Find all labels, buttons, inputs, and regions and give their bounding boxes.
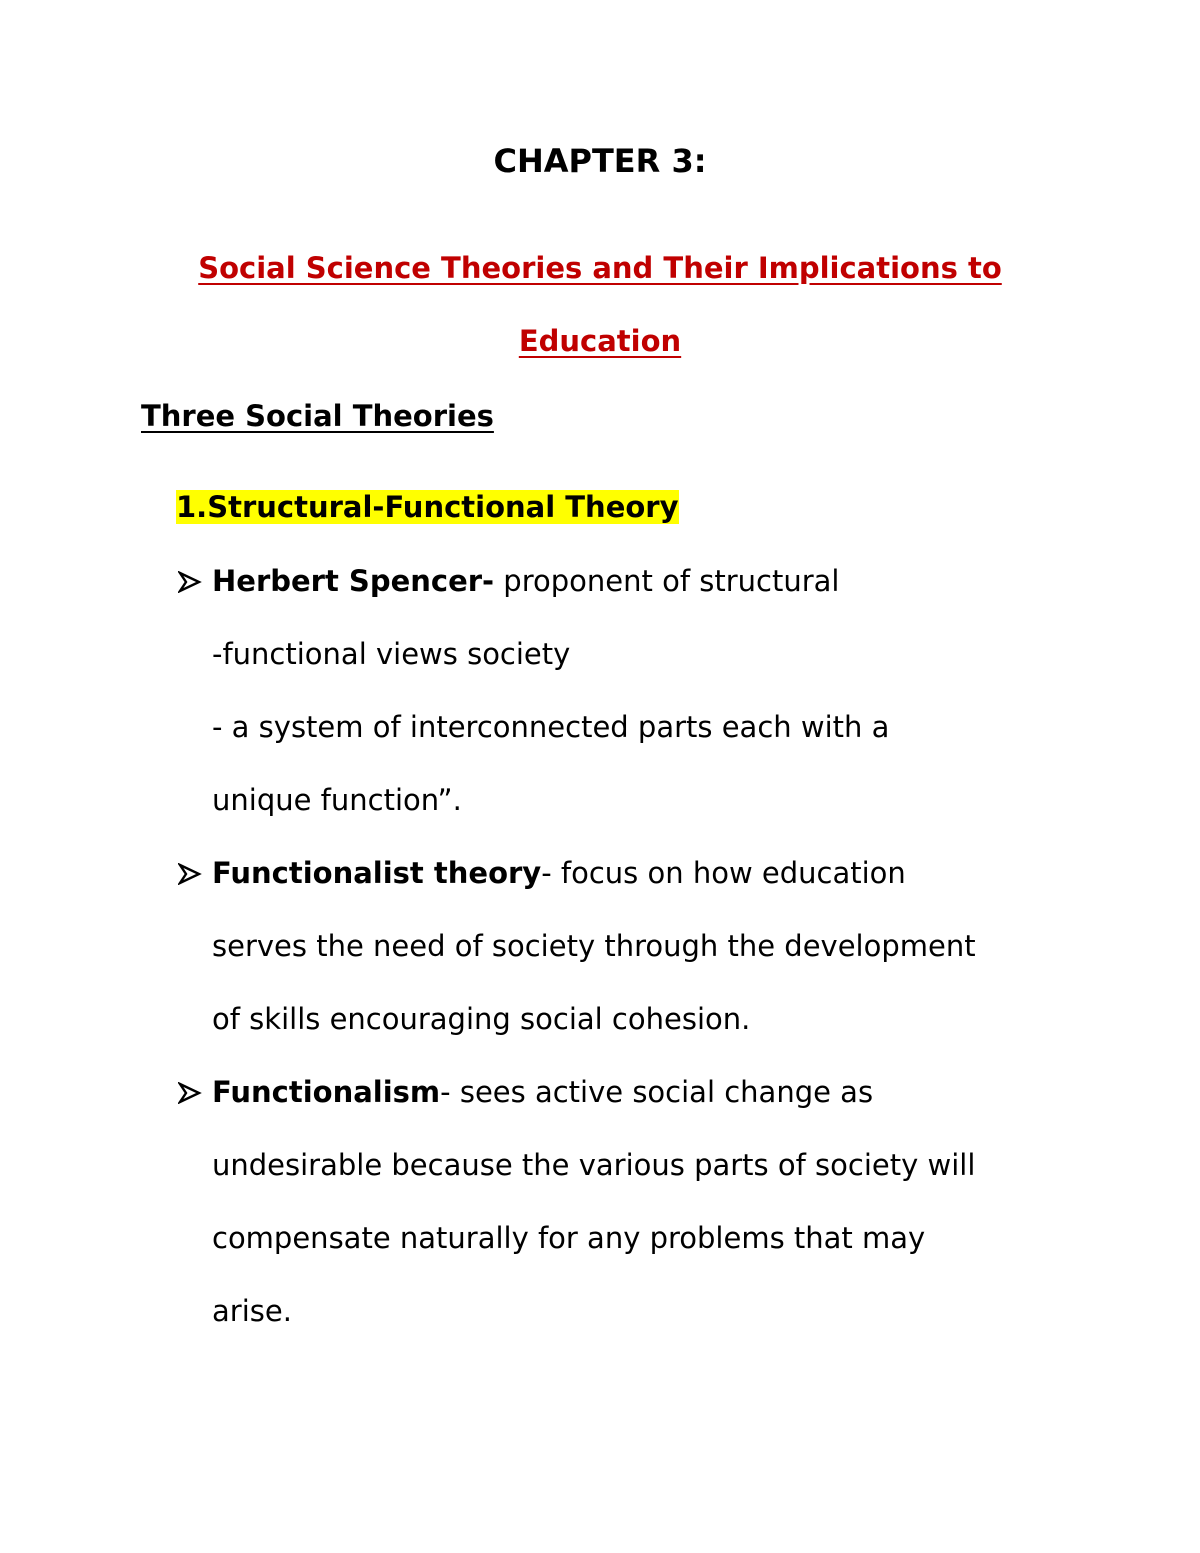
section-heading: Three Social Theories bbox=[141, 399, 494, 433]
bullet-text bbox=[212, 837, 1062, 1056]
bullet-line: compensate naturally for any problems that may bbox=[212, 1221, 926, 1255]
bullet-line: -functional views society bbox=[212, 637, 571, 671]
bullet-term: Herbert Spencer- bbox=[212, 564, 495, 598]
bullet-text-segment: - focus on how education bbox=[541, 856, 906, 890]
bullet-line: serves the need of society through the development bbox=[212, 929, 976, 963]
chapter-title: CHAPTER 3: bbox=[493, 142, 707, 180]
numbered-heading bbox=[176, 485, 679, 529]
highlighted-text bbox=[176, 490, 679, 524]
bullet-text-segment: - sees active social change as bbox=[440, 1075, 874, 1109]
bullet-line: unique function”. bbox=[212, 783, 462, 817]
chapter-subtitle-line-1: Social Science Theories and Their Implications to bbox=[198, 251, 1002, 285]
arrow-bullet-icon bbox=[176, 1056, 212, 1129]
bullet-term: Functionalism bbox=[212, 1075, 441, 1109]
bullet-text-segment: proponent of structural bbox=[494, 564, 840, 598]
bullet-line: of skills encouraging social cohesion. bbox=[212, 1002, 751, 1036]
bullet-line: undesirable because the various parts of society will bbox=[212, 1148, 976, 1182]
bullet-line: - a system of interconnected parts each with a bbox=[212, 710, 890, 744]
bullet-term: Functionalist theory bbox=[212, 856, 542, 890]
arrow-bullet-icon bbox=[176, 545, 212, 618]
list-number: 1. bbox=[176, 490, 208, 524]
bullet-line bbox=[212, 1056, 1062, 1129]
bullet-line: arise. bbox=[212, 1294, 292, 1328]
arrow-bullet-icon bbox=[176, 837, 212, 910]
theory-title: Structural-Functional Theory bbox=[207, 490, 679, 524]
chapter-subtitle-line-2: Education bbox=[518, 324, 682, 358]
bullet-text bbox=[212, 545, 1062, 837]
chapter-subtitle bbox=[140, 232, 1060, 378]
bullet-line bbox=[212, 837, 1062, 910]
bullet-line bbox=[212, 545, 1062, 618]
bullet-text bbox=[212, 1056, 1062, 1348]
